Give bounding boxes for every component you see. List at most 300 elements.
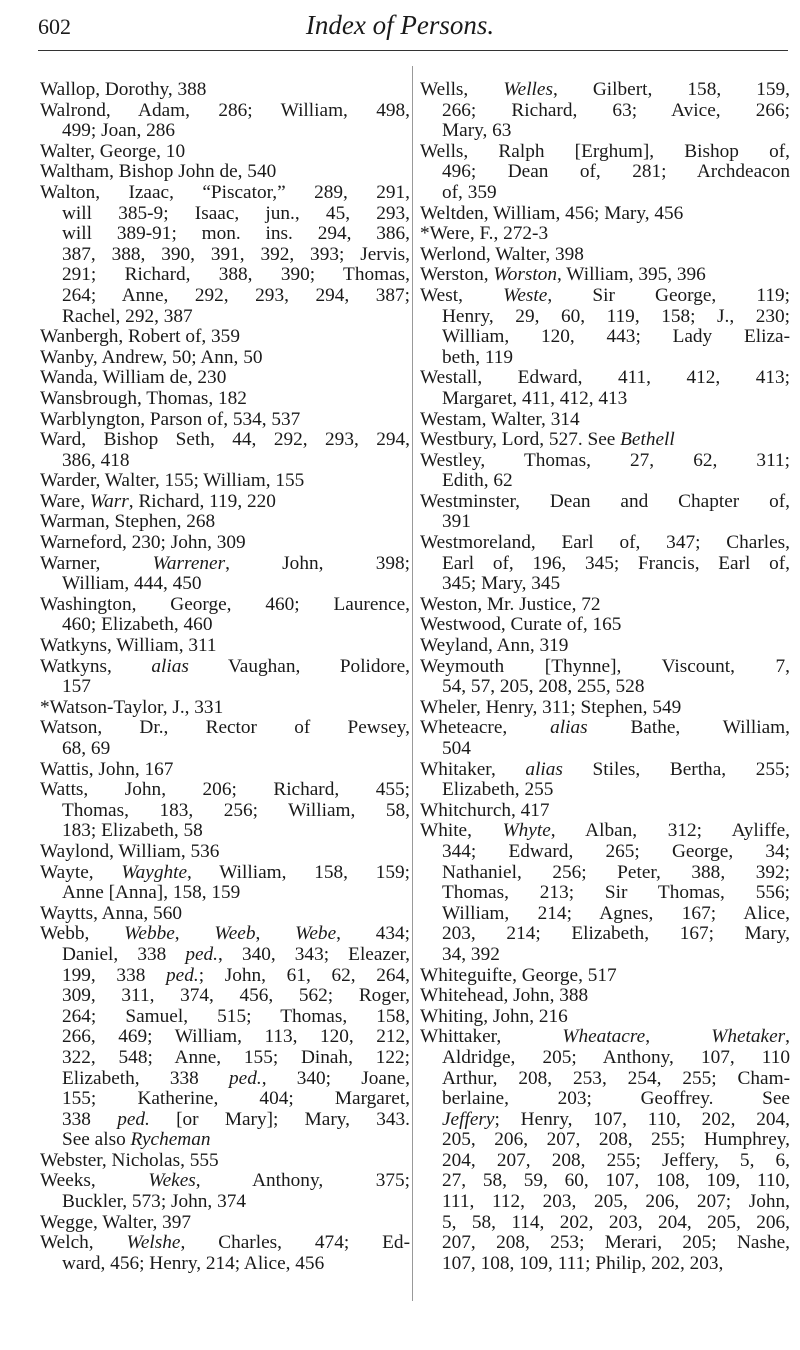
entry-text: Walrond, Adam, 286; William, 498,	[40, 99, 410, 121]
entry-text: 338	[62, 1108, 118, 1130]
index-line	[420, 101, 790, 122]
index-line	[420, 986, 790, 1007]
index-line	[40, 801, 410, 822]
index-line	[420, 1110, 790, 1131]
index-line	[420, 512, 790, 533]
index-line	[420, 410, 790, 431]
index-line	[420, 801, 790, 822]
index-line	[40, 966, 410, 987]
index-line	[40, 492, 410, 513]
index-entry	[420, 286, 790, 368]
index-line	[420, 492, 790, 513]
entry-text: Warner,	[40, 552, 153, 574]
entry-text: See also	[62, 1129, 131, 1151]
index-line	[420, 307, 790, 328]
index-line	[40, 471, 410, 492]
entry-text: of, 359	[442, 181, 497, 203]
index-entry	[420, 657, 790, 698]
entry-text: Rachel, 292, 387	[62, 305, 193, 327]
entry-text: Whitchurch, 417	[420, 799, 550, 821]
index-entry	[40, 410, 410, 431]
index-line	[40, 739, 410, 760]
index-line	[420, 863, 790, 884]
entry-text: 5, 58, 114, 202, 203, 204, 205, 206,	[442, 1211, 790, 1233]
index-line	[420, 636, 790, 657]
entry-text: , William, 395, 396	[557, 264, 706, 286]
entry-text: Ward, Bishop Seth, 44, 292, 293, 294,	[40, 429, 410, 451]
italic-variant-text: Rycheman	[130, 1129, 211, 1151]
index-line	[420, 1171, 790, 1192]
entry-text: 203, 214; Elizabeth, 167; Mary,	[442, 923, 790, 945]
entry-text: [or Mary]; Mary, 343.	[149, 1108, 410, 1130]
index-entry	[40, 348, 410, 369]
index-line	[40, 80, 410, 101]
index-line	[40, 1089, 410, 1110]
entry-text: Wells, Ralph [Erghum], Bishop of,	[420, 140, 790, 162]
entry-text: Bathe, William,	[587, 717, 790, 739]
index-entry	[420, 451, 790, 492]
entry-text: Wanbergh, Robert of, 359	[40, 326, 240, 348]
index-line	[40, 760, 410, 781]
entry-text: Waytts, Anna, 560	[40, 902, 182, 924]
entry-text: , John, 398;	[225, 552, 410, 574]
index-entry	[420, 821, 790, 965]
italic-variant-text: Wekes	[148, 1170, 196, 1192]
index-entry	[40, 760, 410, 781]
index-entry	[420, 595, 790, 616]
index-line	[40, 512, 410, 533]
index-entry	[420, 986, 790, 1007]
index-line	[420, 430, 790, 451]
entry-text: Nathaniel, 256; Peter, 388, 392;	[442, 861, 790, 883]
index-line	[40, 1192, 410, 1213]
entry-text: Ware,	[40, 490, 90, 512]
index-line	[40, 368, 410, 389]
entry-text: ,	[174, 923, 215, 945]
entry-text: Wheler, Henry, 311; Stephen, 549	[420, 696, 682, 718]
entry-text: 266; Richard, 63; Avice, 266;	[442, 99, 790, 121]
index-entry	[40, 1213, 410, 1234]
italic-variant-text: ped.	[117, 1108, 150, 1130]
entry-text: Weston, Mr. Justice, 72	[420, 593, 601, 615]
entry-text: Werlond, Walter, 398	[420, 243, 584, 265]
index-line	[420, 821, 790, 842]
entry-text: Thomas, 183, 256; William, 58,	[62, 799, 410, 821]
index-entry	[40, 554, 410, 595]
italic-variant-text: alias	[525, 758, 563, 780]
entry-text: Mary, 63	[442, 120, 512, 142]
index-line	[40, 245, 410, 266]
index-entry	[420, 760, 790, 801]
entry-text: Wallop, Dorothy, 388	[40, 79, 207, 100]
index-line	[40, 1254, 410, 1275]
italic-variant-text: Jeffery	[442, 1108, 495, 1130]
entry-text: Thomas, 213; Sir Thomas, 556;	[442, 882, 790, 904]
italic-variant-text: Wheatacre	[562, 1026, 646, 1048]
index-entry	[40, 595, 410, 636]
index-entry	[40, 101, 410, 142]
entry-text: Aldridge, 205; Anthony, 107, 110	[442, 1046, 790, 1068]
entry-text: Waylond, William, 536	[40, 840, 220, 862]
italic-variant-text: Whyte	[502, 820, 551, 842]
index-line	[420, 924, 790, 945]
index-line	[40, 595, 410, 616]
index-entry	[420, 368, 790, 409]
index-line	[420, 327, 790, 348]
index-entry	[420, 265, 790, 286]
italic-variant-text: ped.	[185, 943, 219, 965]
entry-text: Wanda, William de, 230	[40, 367, 227, 389]
index-line	[40, 1213, 410, 1234]
index-entry	[420, 615, 790, 636]
italic-variant-text: Wayghte	[121, 861, 188, 883]
italic-variant-text: Worston	[493, 264, 557, 286]
index-entry	[420, 224, 790, 245]
index-line	[420, 574, 790, 595]
entry-text: Walton, Izaac, “Piscator,” 289, 291,	[40, 181, 410, 203]
entry-text: Wanby, Andrew, 50; Ann, 50	[40, 346, 263, 368]
entry-text: 157	[62, 676, 91, 698]
index-entry	[40, 842, 410, 863]
index-line	[420, 533, 790, 554]
entry-text: Washington, George, 460; Laurence,	[40, 593, 410, 615]
index-line	[420, 1130, 790, 1151]
entry-text: ,	[645, 1026, 712, 1048]
index-line	[420, 966, 790, 987]
entry-text: Watts, John, 206; Richard, 455;	[40, 779, 410, 801]
italic-variant-text: Warrener	[152, 552, 226, 574]
index-line	[40, 1130, 410, 1151]
index-entry	[40, 904, 410, 925]
index-line	[420, 204, 790, 225]
entry-text: 460; Elizabeth, 460	[62, 614, 213, 636]
index-entry	[40, 863, 410, 904]
index-line	[40, 307, 410, 328]
index-entry	[40, 80, 410, 101]
index-line	[40, 842, 410, 863]
index-line	[40, 863, 410, 884]
entry-text: Welch,	[40, 1232, 127, 1254]
entry-text: 386, 418	[62, 449, 130, 471]
entry-text: Westam, Walter, 314	[420, 408, 580, 430]
entry-text: Watkyns, William, 311	[40, 635, 217, 657]
index-entry	[40, 636, 410, 657]
index-entry	[40, 780, 410, 842]
index-entry	[420, 718, 790, 759]
index-entry	[40, 1233, 410, 1274]
index-line	[420, 883, 790, 904]
index-line	[420, 904, 790, 925]
index-line	[420, 183, 790, 204]
index-line	[420, 368, 790, 389]
entry-text: Whitehead, John, 388	[420, 985, 589, 1007]
index-entry	[40, 698, 410, 719]
italic-variant-text: ped.	[229, 1067, 262, 1089]
index-column-right	[420, 80, 790, 1274]
index-entry	[420, 410, 790, 431]
entry-text: , 340, 343; Eleazer,	[218, 943, 410, 965]
index-entry	[420, 636, 790, 657]
index-line	[420, 1089, 790, 1110]
index-line	[40, 183, 410, 204]
entry-text: , William, 158, 159;	[187, 861, 410, 883]
entry-text: berlaine, 203; Geoffrey. See	[442, 1088, 790, 1110]
entry-text: Warblyngton, Parson of, 534, 537	[40, 408, 301, 430]
entry-text: Webb,	[40, 923, 125, 945]
entry-text: 387, 388, 390, 391, 392, 393; Jervis,	[62, 243, 410, 265]
index-line	[420, 1027, 790, 1048]
entry-text: Daniel, 338	[62, 943, 186, 965]
index-entry	[40, 327, 410, 348]
index-line	[40, 904, 410, 925]
header-rule	[38, 50, 788, 51]
index-line	[40, 224, 410, 245]
entry-text: Weyland, Ann, 319	[420, 635, 569, 657]
entry-text: Earl of, 196, 345; Francis, Earl of,	[442, 552, 790, 574]
index-line	[420, 348, 790, 369]
entry-text: ,	[255, 923, 296, 945]
index-line	[40, 924, 410, 945]
index-entry	[420, 142, 790, 204]
entry-text: ,	[785, 1026, 790, 1048]
index-line	[40, 780, 410, 801]
index-line	[420, 1192, 790, 1213]
entry-text: *Were, F., 272-3	[420, 223, 549, 245]
entry-text: Henry, 29, 60, 119, 158; J., 230;	[442, 305, 790, 327]
index-line	[40, 348, 410, 369]
entry-text: Whiting, John, 216	[420, 1005, 568, 1027]
entry-text: Warder, Walter, 155; William, 155	[40, 470, 305, 492]
index-line	[40, 636, 410, 657]
index-line	[420, 224, 790, 245]
entry-text: Margaret, 411, 412, 413	[442, 387, 628, 409]
index-line	[40, 615, 410, 636]
index-line	[420, 245, 790, 266]
italic-variant-text: Webbe	[124, 923, 175, 945]
entry-text: Weymouth [Thynne], Viscount, 7,	[420, 655, 790, 677]
index-line	[420, 945, 790, 966]
italic-variant-text: Welshe	[126, 1232, 181, 1254]
entry-text: 291; Richard, 388, 390; Thomas,	[62, 264, 410, 286]
entry-text: Wells,	[420, 79, 504, 100]
entry-text: White,	[420, 820, 503, 842]
index-line	[40, 986, 410, 1007]
entry-text: , Sir George, 119;	[547, 284, 790, 306]
entry-text: *Watson-Taylor, J., 331	[40, 696, 224, 718]
index-entry	[40, 657, 410, 698]
index-entry	[420, 80, 790, 142]
index-entry	[40, 389, 410, 410]
index-entry	[40, 368, 410, 389]
index-line	[40, 677, 410, 698]
index-entry	[420, 801, 790, 822]
index-line	[40, 121, 410, 142]
index-line	[420, 657, 790, 678]
index-entry	[40, 1151, 410, 1172]
entry-text: Whitaker,	[420, 758, 526, 780]
index-entry	[420, 1007, 790, 1028]
entry-text: , Gilbert, 158, 159,	[552, 79, 790, 100]
index-line	[40, 945, 410, 966]
entry-text: 34, 392	[442, 943, 500, 965]
entry-text: William, 444, 450	[62, 573, 202, 595]
index-line	[420, 718, 790, 739]
index-entry	[420, 966, 790, 987]
index-entry	[40, 142, 410, 163]
entry-text: 322, 548; Anne, 155; Dinah, 122;	[62, 1046, 410, 1068]
index-entry	[40, 183, 410, 327]
index-line	[40, 1110, 410, 1131]
entry-text: beth, 119	[442, 346, 514, 368]
entry-text: Walter, George, 10	[40, 140, 186, 162]
index-line	[40, 1048, 410, 1069]
index-entry	[40, 924, 410, 1151]
entry-text: Elizabeth, 338	[62, 1067, 230, 1089]
entry-text: Westminster, Dean and Chapter of,	[420, 490, 790, 512]
entry-text: , Alban, 312; Ayliffe,	[550, 820, 790, 842]
entry-text: Wansbrough, Thomas, 182	[40, 387, 247, 409]
index-entry	[40, 492, 410, 513]
index-entry	[420, 698, 790, 719]
italic-variant-text: Welles	[503, 79, 553, 100]
entry-text: West,	[420, 284, 504, 306]
entry-text: 27, 58, 59, 60, 107, 108, 109, 110,	[442, 1170, 790, 1192]
index-line	[40, 821, 410, 842]
entry-text: Wegge, Walter, 397	[40, 1211, 192, 1233]
entry-text: 309, 311, 374, 456, 562; Roger,	[62, 985, 410, 1007]
index-line	[420, 780, 790, 801]
entry-text: 391	[442, 511, 471, 533]
index-line	[420, 162, 790, 183]
entry-text: 199, 338	[62, 964, 167, 986]
index-line	[40, 265, 410, 286]
entry-text: Waltham, Bishop John de, 540	[40, 161, 277, 183]
entry-text: Westbury, Lord, 527. See	[420, 429, 621, 451]
entry-text: 183; Elizabeth, 58	[62, 820, 203, 842]
index-entry	[40, 430, 410, 471]
italic-variant-text: Warr	[89, 490, 129, 512]
index-line	[420, 1069, 790, 1090]
index-line	[40, 430, 410, 451]
index-line	[40, 142, 410, 163]
index-line	[40, 410, 410, 431]
index-line	[420, 471, 790, 492]
entry-text: 107, 108, 109, 111; Philip, 202, 203,	[442, 1252, 724, 1274]
entry-text: 204, 207, 208, 255; Jeffery, 5, 6,	[442, 1149, 790, 1171]
entry-text: , Charles, 474; Ed-	[180, 1232, 410, 1254]
index-line	[420, 677, 790, 698]
entry-text: Arthur, 208, 253, 254, 255; Cham-	[442, 1067, 790, 1089]
index-line	[40, 204, 410, 225]
entry-text: ward, 456; Henry, 214; Alice, 456	[62, 1252, 325, 1274]
index-entry	[420, 430, 790, 451]
index-line	[420, 389, 790, 410]
entry-text: , 434;	[336, 923, 411, 945]
index-line	[420, 451, 790, 472]
entry-text: Stiles, Bertha, 255;	[562, 758, 790, 780]
index-line	[40, 883, 410, 904]
index-line	[420, 760, 790, 781]
entry-text: Buckler, 573; John, 374	[62, 1191, 246, 1213]
entry-text: ; John, 61, 62, 264,	[198, 964, 410, 986]
index-line	[420, 142, 790, 163]
index-entry	[420, 245, 790, 266]
index-line	[420, 739, 790, 760]
index-line	[40, 1007, 410, 1028]
index-column-left	[40, 80, 410, 1274]
italic-variant-text: Whetaker	[711, 1026, 786, 1048]
entry-text: 344; Edward, 265; George, 34;	[442, 840, 790, 862]
entry-text: 499; Joan, 286	[62, 120, 176, 142]
entry-text: Werston,	[420, 264, 494, 286]
index-line	[420, 1233, 790, 1254]
entry-text: 266, 469; William, 113, 120, 212,	[62, 1026, 410, 1048]
entry-text: Wattis, John, 167	[40, 758, 174, 780]
entry-text: 504	[442, 738, 471, 759]
entry-text: William, 120, 443; Lady Eliza-	[442, 326, 790, 348]
entry-text: , Richard, 119, 220	[128, 490, 276, 512]
index-line	[40, 554, 410, 575]
entry-text: Warman, Stephen, 268	[40, 511, 216, 533]
index-line	[40, 1171, 410, 1192]
index-line	[40, 286, 410, 307]
entry-text: 496; Dean of, 281; Archdeacon	[442, 161, 790, 183]
index-line	[420, 698, 790, 719]
index-line	[420, 1254, 790, 1275]
italic-variant-text: alias	[550, 717, 588, 739]
entry-text: 345; Mary, 345	[442, 573, 561, 595]
index-line	[40, 451, 410, 472]
entry-text: Weltden, William, 456; Mary, 456	[420, 202, 684, 224]
italic-variant-text: Weste	[503, 284, 548, 306]
entry-text: Warneford, 230; John, 309	[40, 532, 246, 554]
index-line	[420, 842, 790, 863]
index-entry	[420, 533, 790, 595]
index-entry	[420, 204, 790, 225]
entry-text: Weeks,	[40, 1170, 149, 1192]
index-line	[40, 698, 410, 719]
column-divider	[412, 66, 413, 1301]
index-line	[40, 1151, 410, 1172]
index-line	[40, 1233, 410, 1254]
index-line	[420, 554, 790, 575]
entry-text: Webster, Nicholas, 555	[40, 1149, 219, 1171]
entry-text: Westwood, Curate of, 165	[420, 614, 622, 636]
index-line	[40, 657, 410, 678]
index-entry	[420, 492, 790, 533]
entry-text: 205, 206, 207, 208, 255; Humphrey,	[442, 1129, 790, 1151]
index-line	[420, 286, 790, 307]
entry-text: Watkyns,	[40, 655, 152, 677]
index-line	[40, 1027, 410, 1048]
italic-variant-text: Weeb	[214, 923, 256, 945]
entry-text: Wayte,	[40, 861, 122, 883]
entry-text: ; Henry, 107, 110, 202, 204,	[494, 1108, 790, 1130]
italic-variant-text: Webe	[295, 923, 337, 945]
entry-text: Westall, Edward, 411, 412, 413;	[420, 367, 790, 389]
entry-text: Whiteguifte, George, 517	[420, 964, 617, 986]
index-line	[40, 327, 410, 348]
index-line	[420, 1048, 790, 1069]
entry-text: 68, 69	[62, 738, 111, 759]
entry-text: Edith, 62	[442, 470, 513, 492]
index-entry	[40, 1171, 410, 1212]
entry-text: 111, 112, 203, 205, 206, 207; John,	[442, 1191, 790, 1213]
page-title: Index of Persons.	[305, 10, 495, 40]
index-entry	[420, 1027, 790, 1274]
entry-text: will 389-91; mon. ins. 294, 386,	[62, 223, 410, 245]
entry-text: 155; Katherine, 404; Margaret,	[62, 1088, 410, 1110]
